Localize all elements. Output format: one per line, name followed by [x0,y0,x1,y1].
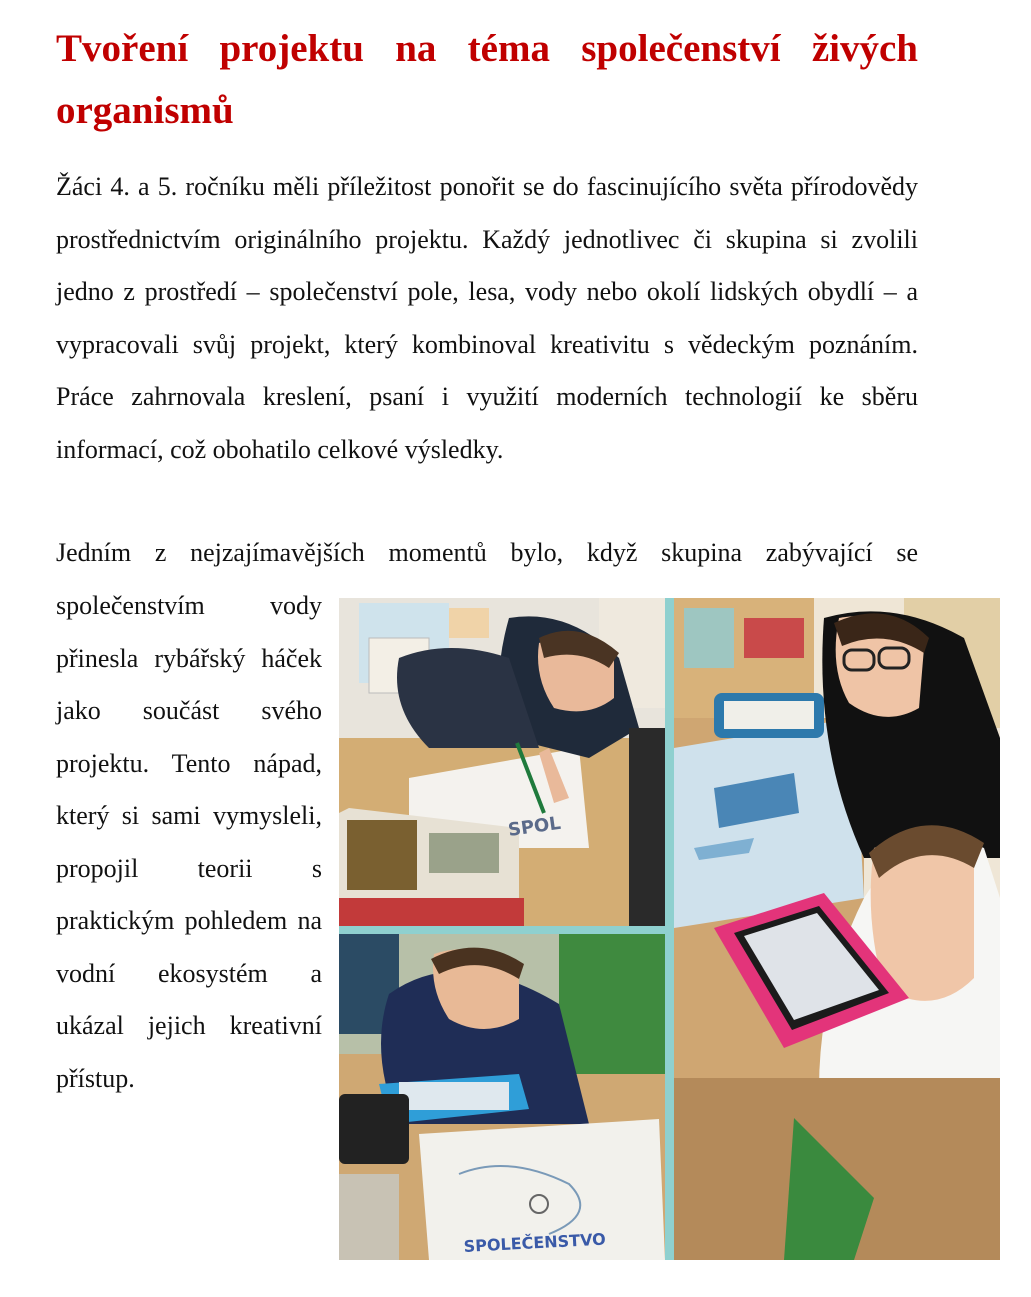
paragraph-second-first-line: Jedním z nejzajímavějších momentů bylo, když skupina zabývající se [56,538,918,567]
paragraph-second-wrapped-text: společenstvím vody přinesla rybářský háček jako součást svého projektu. Tento nápad, který si sami vymysleli, propojil teorii s praktickým pohledem na vodní ekosystém a ukázal jejich kreativní přístup. [56,591,322,1093]
photo-boy-writing [339,598,665,926]
photo-boy-blue-tablet [339,934,665,1260]
photo-collage [339,598,1000,1260]
photo1-label: SPOL [506,812,563,841]
article-title: Tvoření projektu na téma společenství živých organismů [56,27,918,132]
photo-boys-tablet [674,598,1000,1260]
photo3-label: SPOLEČENSTVO [463,1229,607,1256]
paragraph-intro: Žáci 4. a 5. ročníku měli příležitost ponořit se do fascinujícího světa přírodovědy prostřednictvím originálního projektu. Každý jednotlivec či skupina si zvolili jedno z prostředí – společenství pole, lesa, vody nebo okolí lidských obydlí – a vypracovali svůj projekt, který kombinoval kreativitu s vědeckým poznáním. Práce zahrnovala kreslení, psaní i využití moderních technologií ke sběru informací, což obohatilo celkové výsledky. [56,172,918,464]
